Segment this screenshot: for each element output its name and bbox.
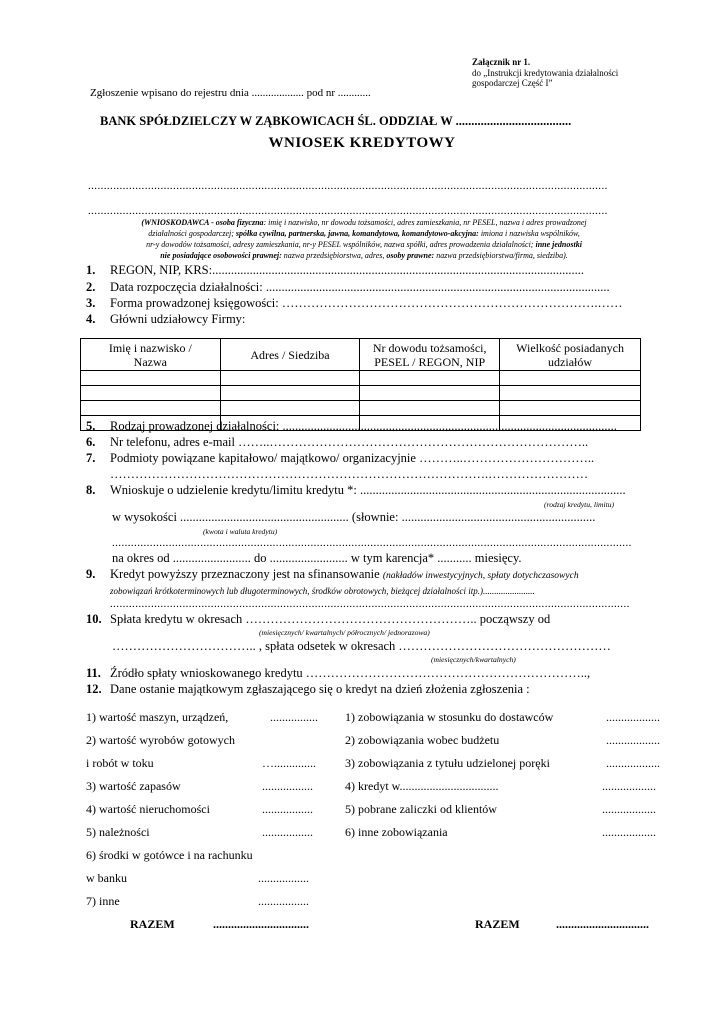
asset-label: 1) wartość maszyn, urządzeń, — [86, 710, 229, 724]
liabilities-total-field[interactable]: ............................... — [556, 917, 649, 931]
liability-value-field[interactable]: .................. — [602, 825, 656, 839]
item-repayment-source[interactable]: 11. Źródło spłaty wnioskowanego kredytu ………………………………………………………….., — [86, 666, 591, 680]
applicant-line-2[interactable]: ..................................................................................................................................................................... — [88, 205, 608, 217]
asset-label: w banku — [86, 871, 127, 885]
liability-label: 6) inne zobowiązania — [345, 825, 448, 839]
liability-label: 3) zobowiązania z tytułu udzielonej poręki — [345, 756, 550, 770]
loan-purpose-cont[interactable]: ..................................................................................................................................................................... — [110, 598, 630, 610]
col-name-header: Imię i nazwisko / Nazwa — [81, 339, 221, 371]
attachment-line1: do „Instrukcji kredytowania działalności — [472, 67, 619, 78]
item-accounting[interactable]: 3. Forma prowadzonej księgowości: ………………………………………………………………….…… — [86, 296, 623, 310]
item-start-date[interactable]: 2. Data rozpoczęcia działalności: .............................................................................................................. — [86, 280, 610, 294]
liabilities-total-label: RAZEM — [475, 917, 520, 931]
asset-label: 7) inne — [86, 894, 120, 908]
liability-value-field[interactable]: .................. — [602, 779, 656, 793]
loan-amount-cont[interactable]: ..................................................................................................................................................................... — [112, 537, 632, 549]
liability-label: 5) pobrane zaliczki od klientów — [345, 802, 497, 816]
form-title: WNIOSEK KREDYTOWY — [268, 135, 456, 151]
interest-line[interactable]: …………………………….. , spłata odsetek w okresach …………………………………………… — [112, 639, 611, 653]
liability-label: 2) zobowiązania wobec budżetu — [345, 733, 500, 747]
asset-label: 5) należności — [86, 825, 150, 839]
asset-value-field[interactable]: ................. — [262, 779, 313, 793]
liability-label: 1) zobowiązania w stosunku do dostawców — [345, 710, 554, 724]
table-row[interactable] — [81, 386, 641, 401]
asset-label: 2) wartość wyrobów gotowych — [86, 733, 235, 747]
item-contact[interactable]: 6. Nr telefonu, adres e-mail ……..………………………………………………………………….. — [86, 435, 589, 449]
asset-value-field[interactable]: ................ — [270, 710, 318, 724]
col-shares-header: Wielkość posiadanych udziałów — [500, 339, 641, 371]
item-loan-purpose[interactable]: 9. Kredyt powyższy przeznaczony jest na sfinansowanie (nakładów inwestycyjnych, spłaty dotychczasowych — [86, 567, 579, 581]
assets-total-label: RAZEM — [130, 917, 175, 931]
item-related-entities[interactable]: 7. Podmioty powiązane kapitałowo/ majątkowo/ organizacyjnie ………..………………………….. — [86, 451, 595, 465]
item-related-entities-cont[interactable]: ……………………………………………………………………………….…………………… — [110, 467, 589, 481]
loan-amount-hint: (kwota i waluta kredytu) — [203, 527, 278, 536]
loan-term-line[interactable]: na okres od ......................... do ......................... w tym karencja* ........... miesięcy. — [112, 551, 522, 565]
asset-value-field[interactable]: ................. — [262, 825, 313, 839]
col-id-header: Nr dowodu tożsamości, PESEL / REGON, NIP — [360, 339, 500, 371]
liability-value-field[interactable]: .................. — [606, 756, 660, 770]
col-address-header: Adres / Siedziba — [220, 339, 360, 371]
item-shareholders: 4. Główni udziałowcy Firmy: — [86, 312, 246, 326]
asset-value-field[interactable]: ................. — [262, 802, 313, 816]
asset-label: 4) wartość nieruchomości — [86, 802, 210, 816]
asset-label: i robót w toku — [86, 756, 154, 770]
repayment-period-hint: (miesięcznych/ kwartalnych/ półrocznych/ jednorazowa) — [259, 628, 430, 637]
liability-value-field[interactable]: .................. — [606, 733, 660, 747]
item-repayment[interactable]: 10. Spłata kredytu w okresach ……………………………………………….. począwszy od — [86, 612, 551, 626]
asset-label: 6) środki w gotówce i na rachunku — [86, 848, 253, 862]
loan-purpose-hint-2: zobowiązań krótkoterminowych lub długoterminowych, środków obrotowych, bieżącej działalności itp.)....................... — [110, 586, 535, 596]
asset-value-field[interactable]: ….............. — [262, 756, 316, 770]
assets-total-field[interactable]: ................................ — [213, 917, 309, 931]
liability-label: 4) kredyt w................................. — [345, 779, 499, 793]
item-loan-request[interactable]: 8. Wnioskuje o udzielenie kredytu/limitu kredytu *: ..................................................................................... — [86, 483, 626, 497]
table-header-row — [81, 339, 641, 371]
item-regon[interactable]: 1. REGON, NIP, KRS:....................................................................................................................... — [86, 263, 584, 277]
register-line: Zgłoszenie wpisano do rejestru dnia ................... pod nr ............ — [90, 87, 371, 99]
loan-type-hint: (rodzaj kredytu, limitu) — [544, 500, 615, 509]
item-activity-type[interactable]: 5. Rodzaj prowadzonej działalności: ........................................................................................................... — [86, 419, 617, 433]
liability-value-field[interactable]: .................. — [602, 802, 656, 816]
loan-amount-line[interactable]: w wysokości ...................................................... (słownie: .............................................................. — [112, 510, 596, 524]
asset-value-field[interactable]: ................. — [258, 894, 309, 908]
table-row[interactable] — [81, 371, 641, 386]
bank-line: BANK SPÓŁDZIELCZY W ZĄBKOWICACH ŚL. ODDZIAŁ W ..................................... — [100, 114, 572, 128]
table-row[interactable] — [81, 401, 641, 416]
attachment-title: Załącznik nr 1. — [472, 57, 531, 67]
asset-value-field[interactable]: ................. — [258, 871, 309, 885]
interest-period-hint: (miesięcznych/kwartalnych) — [431, 655, 516, 664]
attachment-line2: gospodarczej Część I” — [472, 78, 553, 88]
item-financial-data: 12. Dane ostanie majątkowym zgłaszającego się o kredyt na dzień złożenia zgłoszenia : — [86, 682, 530, 696]
liability-value-field[interactable]: .................. — [606, 710, 660, 724]
asset-label: 3) wartość zapasów — [86, 779, 181, 793]
applicant-line-1[interactable]: ..................................................................................................................................................................... — [88, 180, 608, 192]
attachment-header — [472, 57, 618, 89]
applicant-note: (WNIOSKODAWCA - osoba fizyczna: imię i nazwisko, nr dowodu tożsamości, adres zamieszkania, nr PESEL, nazwa i adres prowadzonej działalności gospodarczej; spółka cywilna, partnerska, jawna, komandytowa, komandytowo-akcyjna: imiona i nazwiska wspólników, nr-y dowodów tożsamości, adresy zamieszkania, nr-y PESEL wspólników, nazwa spółki, adres prowadzenia działalności; inne jednostki nie posiadające osobowości prawnej: nazwa przedsiębiorstwa, adres, osoby prawne: nazwa przedsiębiorstwa/firma, siedziba). — [141, 218, 587, 260]
shareholders-table — [80, 338, 641, 431]
